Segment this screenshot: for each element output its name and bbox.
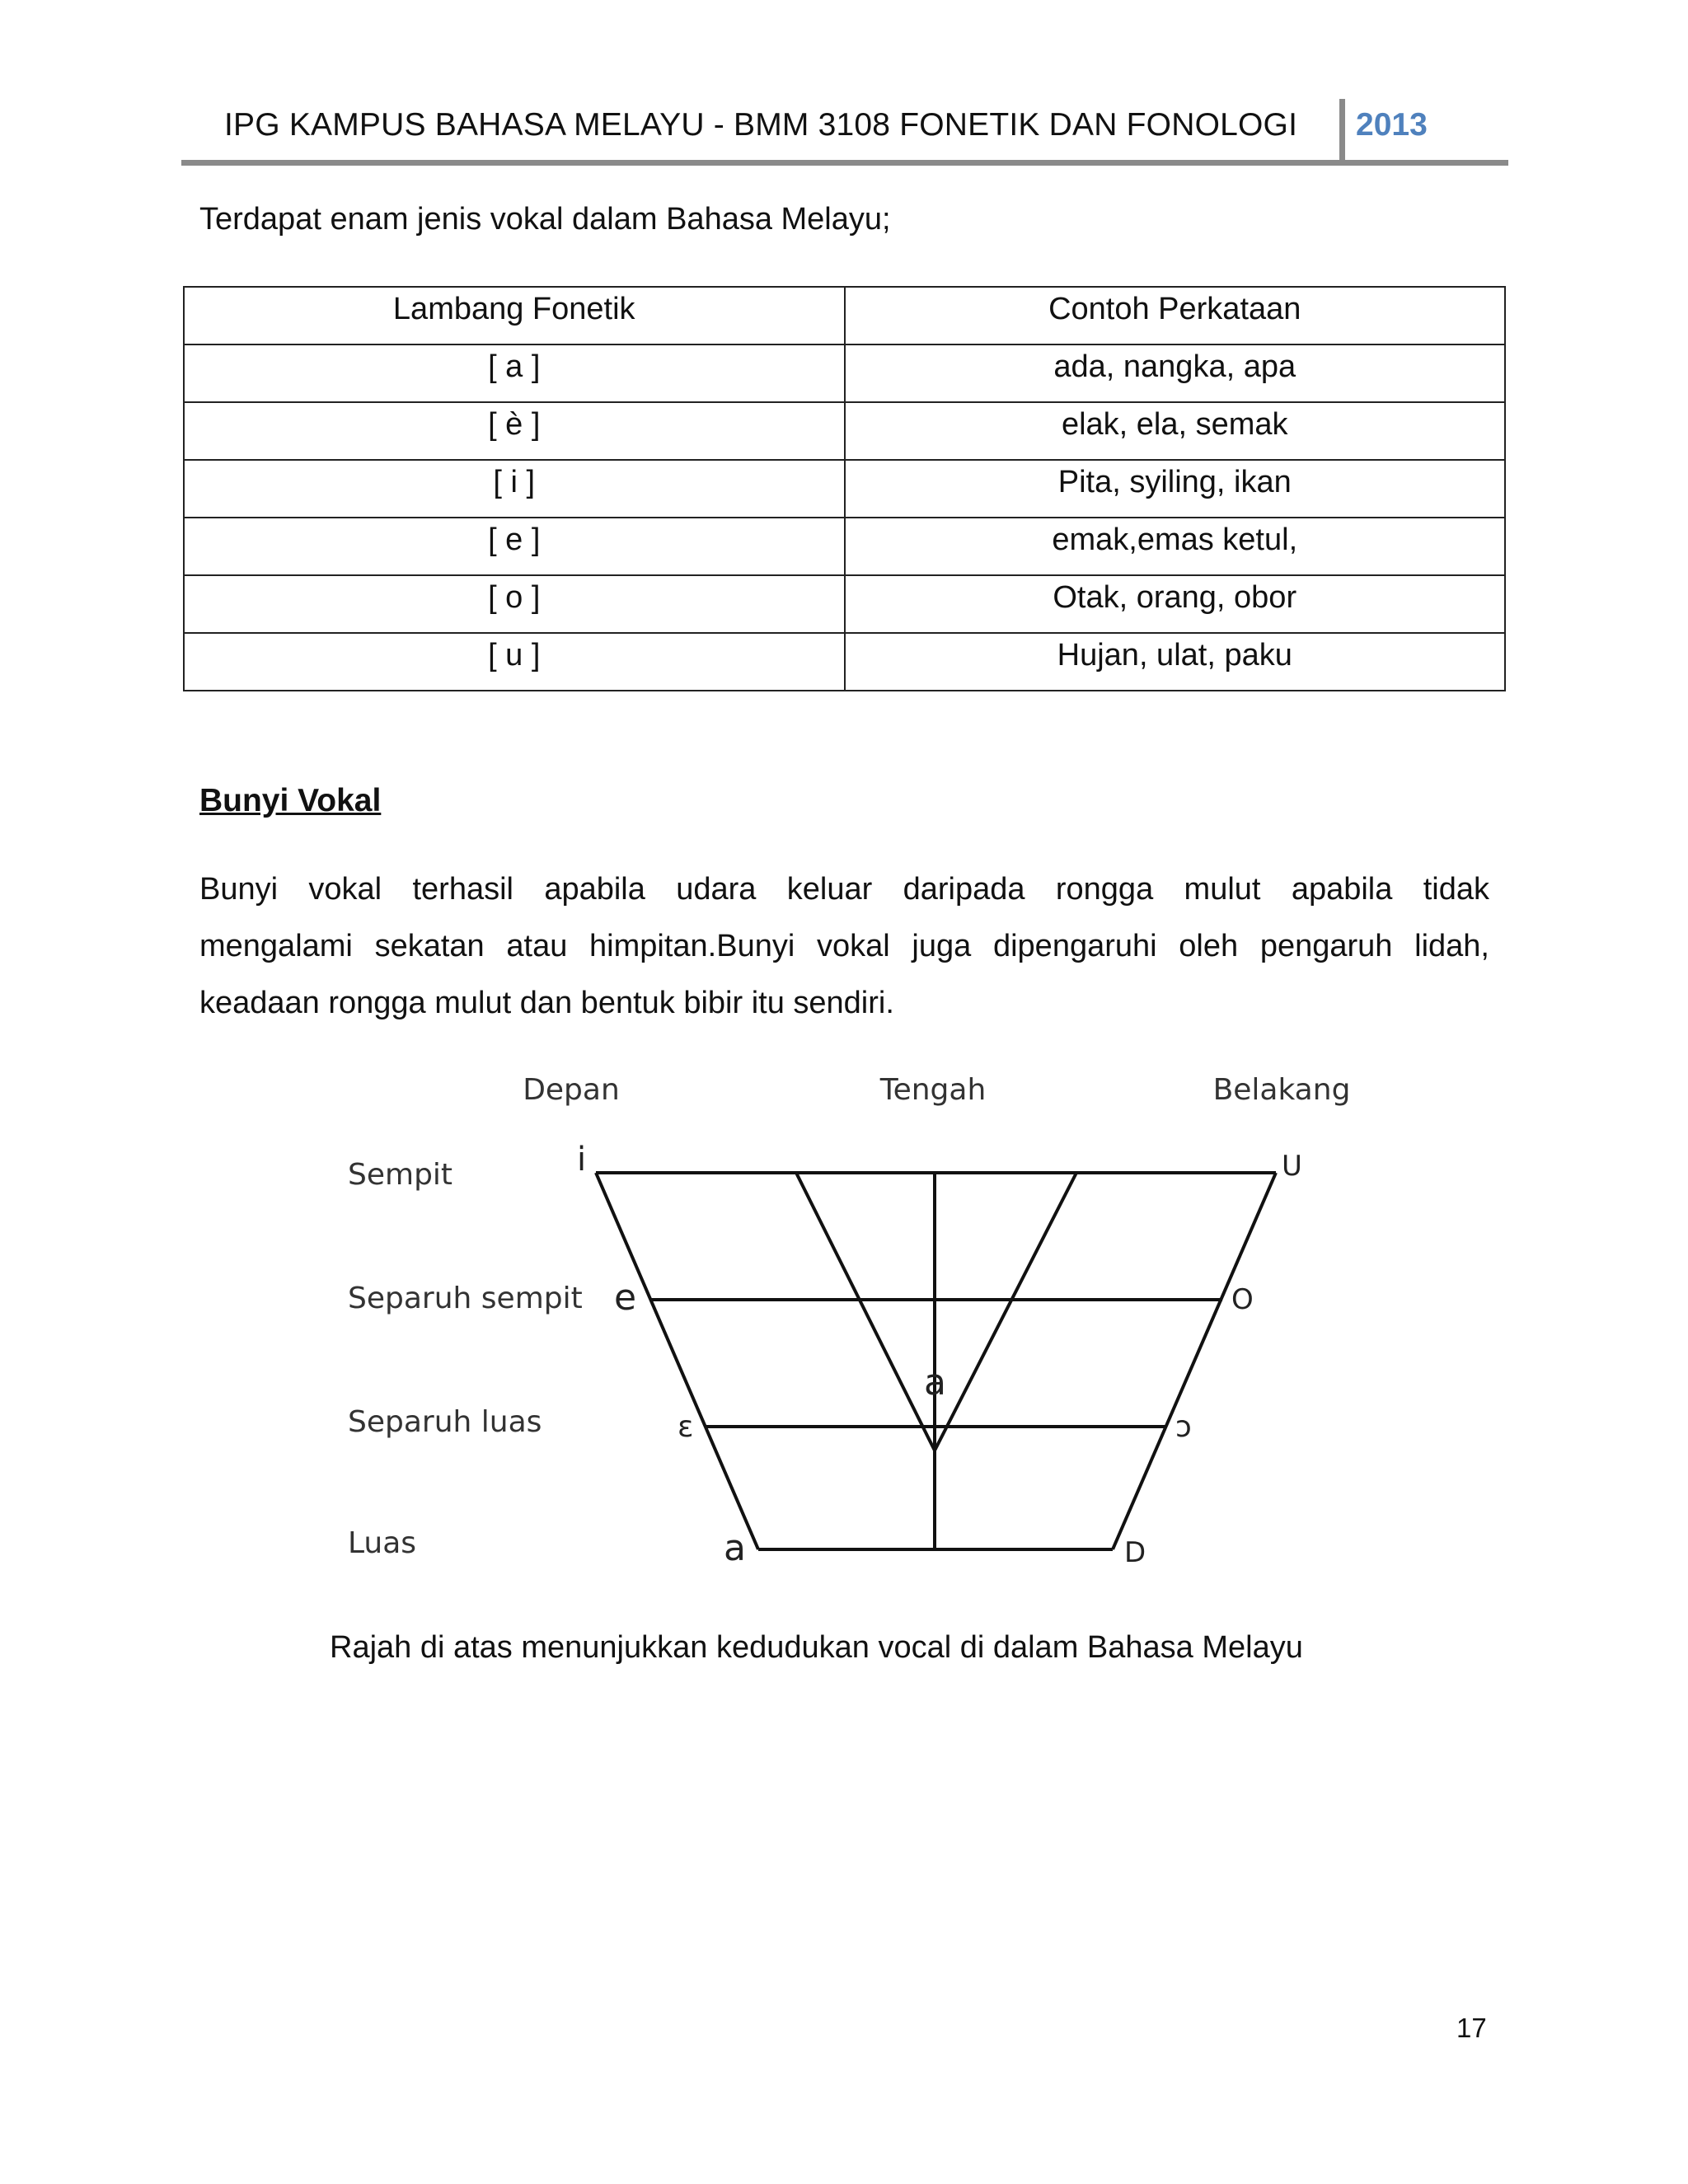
paragraph-line: keadaan rongga mulut dan bentuk bibir itu sendiri. (199, 986, 894, 1020)
table-row (184, 575, 1505, 633)
table-cell-symbol: [ i ] (184, 460, 845, 518)
section-heading: Bunyi Vokal (199, 783, 382, 818)
table-cell-example: Hujan, ulat, paku (845, 633, 1506, 691)
header-year: 2013 (1356, 107, 1428, 143)
table-header-row (184, 287, 1505, 344)
paragraph-line: mengalami sekatan atau himpitan.Bunyi vokal juga dipengaruhi oleh pengaruh lidah, (199, 929, 1489, 963)
vowel-a: a (724, 1527, 746, 1569)
vowel-schwa: a (924, 1361, 946, 1404)
intro-text: Terdapat enam jenis vokal dalam Bahasa Melayu; (199, 202, 891, 237)
table-cell-example: ada, nangka, apa (845, 344, 1506, 402)
body-paragraph (199, 861, 1489, 1032)
page-header (181, 99, 1508, 163)
table-cell-symbol: [ e ] (184, 518, 845, 575)
header-separator (1339, 99, 1345, 162)
table-cell-example: Pita, syiling, ikan (845, 460, 1506, 518)
header-title: IPG KAMPUS BAHASA MELAYU - BMM 3108 FONETIK DAN FONOLOGI (224, 107, 1298, 143)
table-header-cell: Contoh Perkataan (845, 287, 1506, 344)
table-cell-example: Otak, orang, obor (845, 575, 1506, 633)
table-row (184, 518, 1505, 575)
table-row (184, 402, 1505, 460)
table-cell-symbol: [ è ] (184, 402, 845, 460)
table-row (184, 460, 1505, 518)
vowel-table (183, 286, 1506, 691)
column-label-back: Belakang (1212, 1073, 1351, 1107)
row-label-open: Luas (348, 1526, 417, 1560)
table-cell-example: elak, ela, semak (845, 402, 1506, 460)
row-label-close: Sempit (348, 1158, 453, 1192)
figure-caption: Rajah di atas menunjukkan kedudukan vocal di dalam Bahasa Melayu (330, 1630, 1303, 1665)
column-label-central: Tengah (879, 1073, 987, 1107)
table-row (184, 344, 1505, 402)
page-number: 17 (1456, 2013, 1487, 2043)
row-label-half-close: Separuh sempit (348, 1282, 583, 1315)
vowel-chart (330, 1055, 1401, 1591)
vowel-open-back: D (1124, 1536, 1146, 1569)
table-cell-example: emak,emas ketul, (845, 518, 1506, 575)
vowel-u: U (1282, 1150, 1302, 1183)
row-label-half-open: Separuh luas (348, 1405, 542, 1439)
paragraph-line: Bunyi vokal terhasil apabila udara keluar daripada rongga mulut apabila tidak (199, 872, 1489, 907)
table-cell-symbol: [ a ] (184, 344, 845, 402)
vowel-open-e: ɛ (678, 1410, 694, 1444)
table-cell-symbol: [ u ] (184, 633, 845, 691)
table-header-cell: Lambang Fonetik (184, 287, 845, 344)
vowel-i: i (577, 1141, 587, 1179)
vowel-open-o: ɔ (1175, 1410, 1192, 1444)
table-row (184, 633, 1505, 691)
vowel-o: O (1231, 1283, 1254, 1316)
vowel-e: e (614, 1277, 637, 1319)
header-rule (181, 160, 1508, 166)
table-cell-symbol: [ o ] (184, 575, 845, 633)
column-label-front: Depan (523, 1073, 620, 1107)
